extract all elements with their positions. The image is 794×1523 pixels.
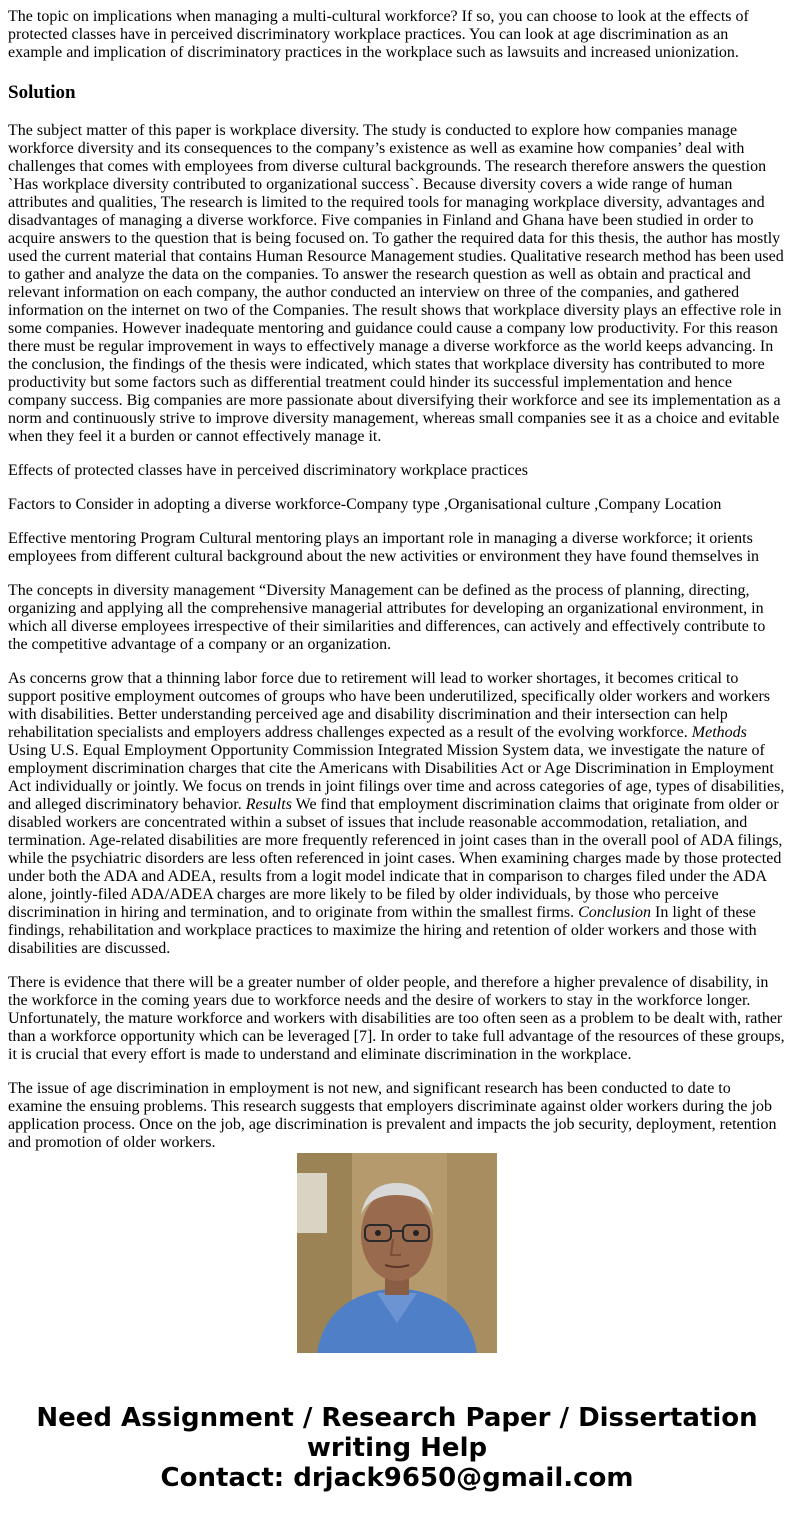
banner-contact-email: Contact: drjack9650@gmail.com: [160, 1463, 634, 1493]
abstract-methods-label: Methods: [691, 724, 747, 741]
abstract-results-text: We find that employment discrimination claims that originate from older or disabled workers are concentrated within a subset of issues that include reasonable accommodation, retaliation, and termination. Age-related disabilities are more frequently referenced in joint cases than in the overall pool of ADA filings, while the psychiatric disorders are less often referenced in joint cases. When examining charges made by those protected under both the ADA and ADEA, results from a logit model indicate that in comparison to charges filed under the ADA alone, jointly-filed ADA/ADEA charges are more likely to be filed by older individuals, by those who perceive discrimination in hiring and termination, and to originate from within the smallest firms.: [8, 796, 783, 921]
intro-paragraph: The topic on implications when managing a multi-cultural workforce? If so, you can choose to look at the effects of protected classes have in perceived discriminatory workplace practices. You can look at age discrimination as an example and implication of discriminatory practices in the workplace such as lawsuits and increased unionization.: [8, 8, 749, 61]
paragraph-abstract: [8, 670, 786, 958]
abstract-methods-text: Using U.S. Equal Employment Opportunity Commission Integrated Mission System data, we investigate the nature of employment discrimination charges that cite the Americans with Disabilities Act or Age Discrimination in Employment Act individually or jointly. We focus on trends in joint filings over time and across categories of age, types of disabilities, and alleged discriminatory behavior.: [8, 742, 785, 813]
avatar-background-window: [297, 1173, 327, 1233]
article-body: [8, 8, 786, 1151]
paragraph-age-discrimination: The issue of age discrimination in employment is not new, and significant research has been conducted to date to examine the ensuing problems. This research suggests that employers discriminate against older workers during the job application process. Once on the job, age discrimination is prevalent and impacts the job security, deployment, retention and promotion of older workers.: [8, 1080, 777, 1151]
solution-heading: Solution: [8, 82, 76, 103]
avatar-portrait-graphic: [297, 1153, 497, 1353]
banner-line-1: Need Assignment / Research Paper / Dissertation: [36, 1403, 758, 1433]
paragraph-protected-classes: Effects of protected classes have in perceived discriminatory workplace practices: [8, 462, 528, 479]
avatar-eye-right: [413, 1230, 419, 1236]
abstract-conclusion-label: Conclusion: [578, 904, 652, 921]
paragraph-older-workforce: There is evidence that there will be a greater number of older people, and therefore a higher prevalence of disability, in the workforce in the coming years due to workforce needs and the desire of workers to stay in the workforce longer. Unfortunately, the mature workforce and workers with disabilities are too often seen as a problem to be dealt with, rather than a workforce opportunity which can be leveraged [7]. In order to take full advantage of the resources of these groups, it is crucial that every effort is made to understand and eliminate discrimination in the workplace.: [8, 974, 785, 1063]
paragraph-workplace-diversity: The subject matter of this paper is workplace diversity. The study is conducted to explore how companies manage workforce diversity and its consequences to the company’s existence as well as examine how companies’ deal with challenges that comes with employees from diverse cultural backgrounds. The research therefore answers the question `Has workplace diversity contributed to organizational success`. Because diversity covers a wide range of human attributes and qualities, The research is limited to the required tools for managing workplace diversity, advantages and disadvantages of managing a diverse workforce. Five companies in Finland and Ghana have been studied in order to acquire answers to the question that is being focused on. To gather the required data for this thesis, the author has mostly used the current material that contains Human Resource Management studies. Qualitative research method has been used to gather and analyze the data on the companies. To answer the research question as well as obtain and practical and relevant information on each company, the author conducted an interview on three of the companies, and gathered information on the internet on two of the Companies. The result shows that workplace diversity plays an effective role in some companies. However inadequate mentoring and guidance could cause a company low productivity. For this reason there must be regular improvement in ways to effectively manage a diverse workforce as the world keeps advancing. In the conclusion, the findings of the thesis were indicated, which states that workplace diversity has contributed to more productivity but some factors such as differential treatment could hinder its successful implementation and hence company success. Big companies are more passionate about diversifying their workforce and see its implementation as a norm and continuously strive to improve diversity management, whereas small companies see it as a choice and evitable when they feel it a burden or cannot effectively manage it.: [8, 122, 784, 445]
help-banner: [0, 1403, 794, 1493]
abstract-background-text: As concerns grow that a thinning labor force due to retirement will lead to worker shortages, it becomes critical to support positive employment outcomes of groups who have been underutilized, specifically older workers and workers with disabilities. Better understanding perceived age and disability discrimination and their intersection can help rehabilitation specialists and employers address challenges expected as a result of the evolving workforce.: [8, 670, 771, 741]
author-avatar: [297, 1153, 497, 1353]
banner-line-2: writing Help: [306, 1433, 488, 1463]
paragraph-mentoring: Effective mentoring Program Cultural mentoring plays an important role in managing a diverse workforce; it orients employees from different cultural background about the new activities or environment they have found themselves in: [8, 530, 760, 565]
abstract-conclusion-text: In light of these findings, rehabilitation and workplace practices to maximize the hiring and retention of older workers and those with disabilities are discussed.: [8, 904, 757, 957]
paragraph-factors: Factors to Consider in adopting a diverse workforce-Company type ,Organisational culture ,Company Location: [8, 496, 722, 513]
abstract-results-label: Results: [245, 796, 292, 813]
paragraph-diversity-concepts: The concepts in diversity management “Diversity Management can be defined as the process of planning, directing, organizing and applying all the comprehensive managerial attributes for developing an organizational environment, in which all diverse employees irrespective of their similarities and differences, can actively and effectively contribute to the competitive advantage of a company or an organization.: [8, 582, 766, 653]
avatar-eye-left: [375, 1230, 381, 1236]
